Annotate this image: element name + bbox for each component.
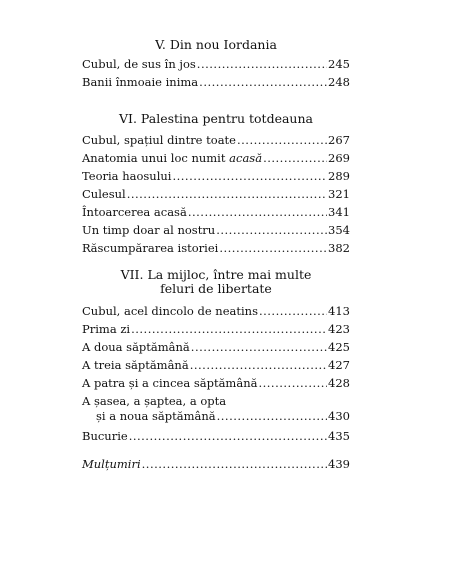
page-number: 289	[328, 169, 350, 183]
dot-leader	[197, 58, 327, 71]
toc-entry[interactable]	[82, 377, 350, 390]
toc-entry[interactable]	[82, 359, 350, 372]
dot-leader	[258, 377, 327, 390]
entry-title: Banii înmoaie inima	[82, 75, 199, 89]
page-number: 435	[328, 429, 350, 443]
entry-title: și a noua săptămână	[96, 409, 216, 423]
dot-leader	[219, 242, 327, 255]
dot-leader	[172, 170, 327, 183]
toc-entry[interactable]	[82, 341, 350, 354]
entry-title: Teoria haosului	[82, 169, 172, 183]
page-number: 430	[328, 409, 350, 423]
dot-leader	[263, 152, 327, 165]
entry-title: Bucurie	[82, 429, 128, 443]
entry-title: A patra și a cincea săptămână	[82, 376, 258, 390]
toc-entry[interactable]	[82, 134, 350, 147]
page-number: 321	[328, 187, 350, 201]
entry-title-text: Anatomia unui loc numit	[82, 151, 230, 165]
entry-title-line1: A șasea, a șaptea, a opta	[82, 394, 227, 408]
entry-title: Întoarcerea acasă	[82, 205, 187, 219]
page-number: 341	[328, 205, 350, 219]
page-number: 439	[328, 457, 350, 471]
toc-entry[interactable]	[82, 188, 350, 201]
entry-title: Răscumpărarea istoriei	[82, 241, 219, 255]
dot-leader	[217, 410, 327, 423]
entry-title: Un timp doar al nostru	[82, 223, 216, 237]
page-number: 427	[328, 358, 350, 372]
toc-entry[interactable]	[82, 170, 350, 183]
entry-title: Prima zi	[82, 322, 131, 336]
entry-title: A doua săptămână	[82, 340, 190, 354]
toc-entry[interactable]	[82, 323, 350, 336]
toc-entry[interactable]	[82, 76, 350, 89]
entry-title: Cubul, de sus în jos	[82, 57, 196, 71]
entry-title: A treia săptămână	[82, 358, 189, 372]
toc-entry[interactable]	[82, 430, 350, 443]
dot-leader	[191, 341, 327, 354]
page-number: 382	[328, 241, 350, 255]
section-title-vii-line2: feluri de libertate	[160, 281, 272, 296]
dot-leader	[216, 224, 327, 237]
page-number: 245	[328, 57, 350, 71]
entry-title: Cubul, spațiul dintre toate	[82, 133, 236, 147]
dot-leader	[131, 323, 327, 336]
page-number: 425	[328, 340, 350, 354]
dot-leader	[237, 134, 327, 147]
section-title-vi: VI. Palestina pentru totdeauna	[119, 111, 313, 126]
toc-entry[interactable]	[82, 242, 350, 255]
section-title-v: V. Din nou Iordania	[155, 37, 277, 52]
toc-entry-acknowledgements[interactable]	[82, 458, 350, 471]
page-number: 269	[328, 151, 350, 165]
entry-title	[82, 152, 262, 165]
dot-leader	[259, 305, 327, 318]
page-number: 267	[328, 133, 350, 147]
page-number: 423	[328, 322, 350, 336]
entry-title-emphasis: acasă	[229, 151, 263, 165]
entry-title: Mulțumiri	[82, 457, 141, 471]
dot-leader	[127, 188, 327, 201]
page-number: 413	[328, 304, 350, 318]
entry-title: Culesul	[82, 187, 126, 201]
toc-entry[interactable]	[82, 224, 350, 237]
toc-entry[interactable]	[82, 395, 350, 423]
section-title-vii: VII. La mijloc, între mai multe	[120, 267, 312, 282]
dot-leader	[188, 206, 327, 219]
dot-leader	[142, 458, 327, 471]
page-number: 428	[328, 376, 350, 390]
entry-title: Cubul, acel dincolo de neatins	[82, 304, 258, 318]
toc-entry[interactable]	[82, 206, 350, 219]
page-number: 354	[328, 223, 350, 237]
page-number: 248	[328, 75, 350, 89]
toc-entry[interactable]	[82, 305, 350, 318]
toc-entry[interactable]	[82, 58, 350, 71]
toc-entry[interactable]	[82, 152, 350, 165]
dot-leader	[190, 359, 327, 372]
dot-leader	[129, 430, 327, 443]
dot-leader	[199, 76, 327, 89]
